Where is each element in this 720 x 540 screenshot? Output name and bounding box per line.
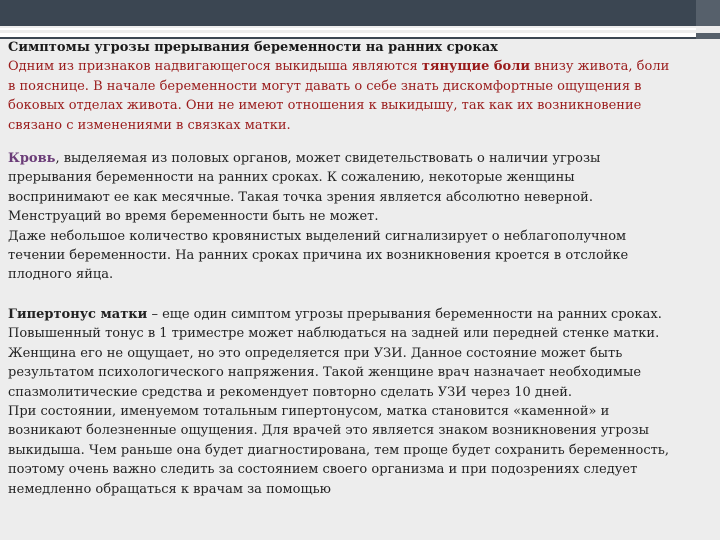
spacer [8, 135, 680, 149]
hypertonus-term: Гипертонус матки [8, 306, 148, 322]
intro-text-2: внизу живота, боли в пояснице. В начале беременности могут давать о себе знать дискомфортные ощущения в боковых отделах живота. Они не имеют отношения к выкидышу, так как их возникновение связано с изменениями в связках матки. [8, 59, 670, 133]
intro-emphasis: тянущие боли [421, 59, 531, 75]
divider-corner [696, 33, 720, 39]
hypertonus-text: – еще один симптом угрозы прерывания беременности на ранних сроках. Повышенный тонус в 1 триместре может наблюдаться на задней или передней стенке матки. Женщина его не ощущает, но это определяется при УЗИ. Данное состояние может быть результатом психологического напряжения. Такой женщине врач назначает необходимые спазмолитические средства и рекомендует повторно сделать УЗИ через 10 дней. [8, 306, 662, 400]
hypertonus-paragraph [8, 305, 680, 402]
header-corner [696, 0, 720, 26]
blood-term: Кровь [8, 151, 56, 167]
blood-paragraph [8, 149, 680, 227]
blood-text: , выделяемая из половых органов, может свидетельствовать о наличии угрозы прерывания беременности на ранних сроках. К сожалению, некоторые женщины воспринимают ее как месячные. Такая точка зрения является абсолютно неверной. Менструаций во время беременности быть не может. [8, 151, 601, 225]
intro-text-1: Одним из признаков надвигающегося выкидыша являются [8, 59, 422, 75]
divider-thin [0, 28, 696, 30]
slide-content [8, 38, 680, 499]
hypertonus-paragraph-2: При состоянии, именуемом тотальным гипертонусом, матка становится «каменной» и возникают болезненные ощущения. Для врачей это является знаком возникновения угрозы выкидыша. Чем раньше она будет диагностирована, тем проще будет сохранить беременность, поэтому очень важно следить за состоянием своего организма и при подозрениях следует немедленно обращаться к врачам за помощью [8, 403, 670, 497]
intro-paragraph [8, 57, 680, 135]
spacer [8, 285, 680, 305]
blood-paragraph-2: Даже небольшое количество кровянистых выделений сигнализирует о неблагополучном течении беременности. На ранних сроках причина их возникновения кроется в отслойке плодного яйца. [8, 228, 629, 283]
header-bar [0, 0, 720, 26]
slide-title: Симптомы угрозы прерывания беременности на ранних сроках [8, 40, 498, 55]
